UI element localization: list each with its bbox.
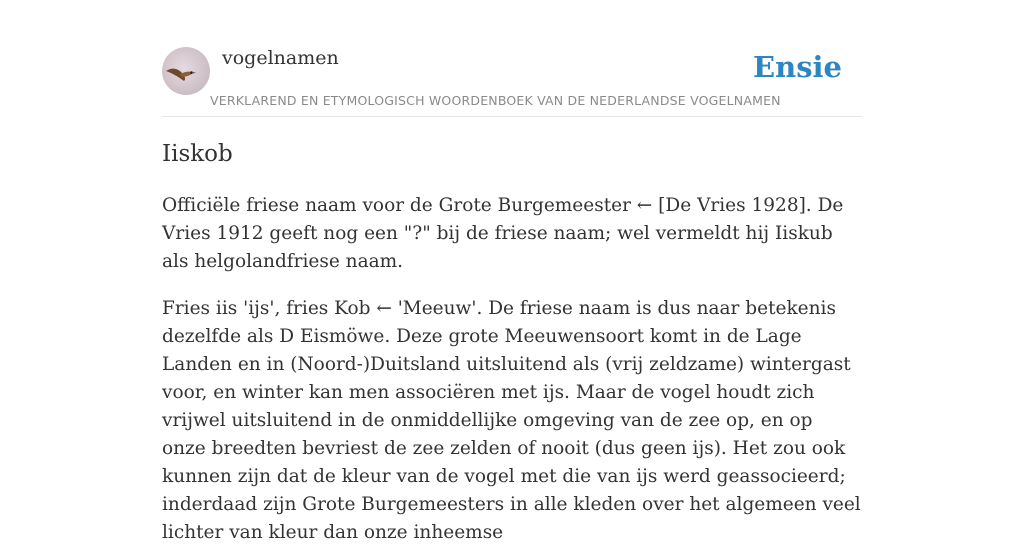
entry-paragraph: Fries iis 'ijs', fries Kob ← 'Meeuw'. De friese naam is dus naar betekenis dezelfde als D Eismöwe. Deze grote Meeuwensoort komt in de Lage Landen en in (Noord-)Duitsland uitsluitend als (vrij zeldzame) wintergast voor, en winter kan men associëren met ijs. Maar de vogel houdt zich vrijwel uitsluitend in de onmiddellijke omgeving van de zee op, en op onze breedten bevriest de zee zelden of nooit (dus geen ijs). Het zou ook kunnen zijn dat de kleur van de vogel met die van ijs werd geassocieerd; inderdaad zijn Grote Burgemeesters in alle kleden over het algemeen veel lichter van kleur dan onze inheemse — [162, 298, 861, 543]
site-name[interactable]: vogelnamen — [222, 47, 339, 69]
entry-content — [162, 136, 862, 547]
site-tagline: VERKLAREND EN ETYMOLOGISCH WOORDENBOEK VAN DE NEDERLANDSE VOGELNAMEN — [210, 93, 781, 108]
bird-avatar-icon[interactable] — [162, 47, 210, 95]
entry-paragraph: Officiële friese naam voor de Grote Burgemeester ← [De Vries 1928]. De Vries 1912 geeft nog een "?" bij de friese naam; wel vermeldt hij Iiskub als helgolandfriese naam. — [162, 195, 844, 272]
entry-title: Iiskob — [162, 141, 233, 167]
site-header — [162, 45, 862, 117]
brand-logo[interactable]: Ensie — [753, 50, 842, 84]
